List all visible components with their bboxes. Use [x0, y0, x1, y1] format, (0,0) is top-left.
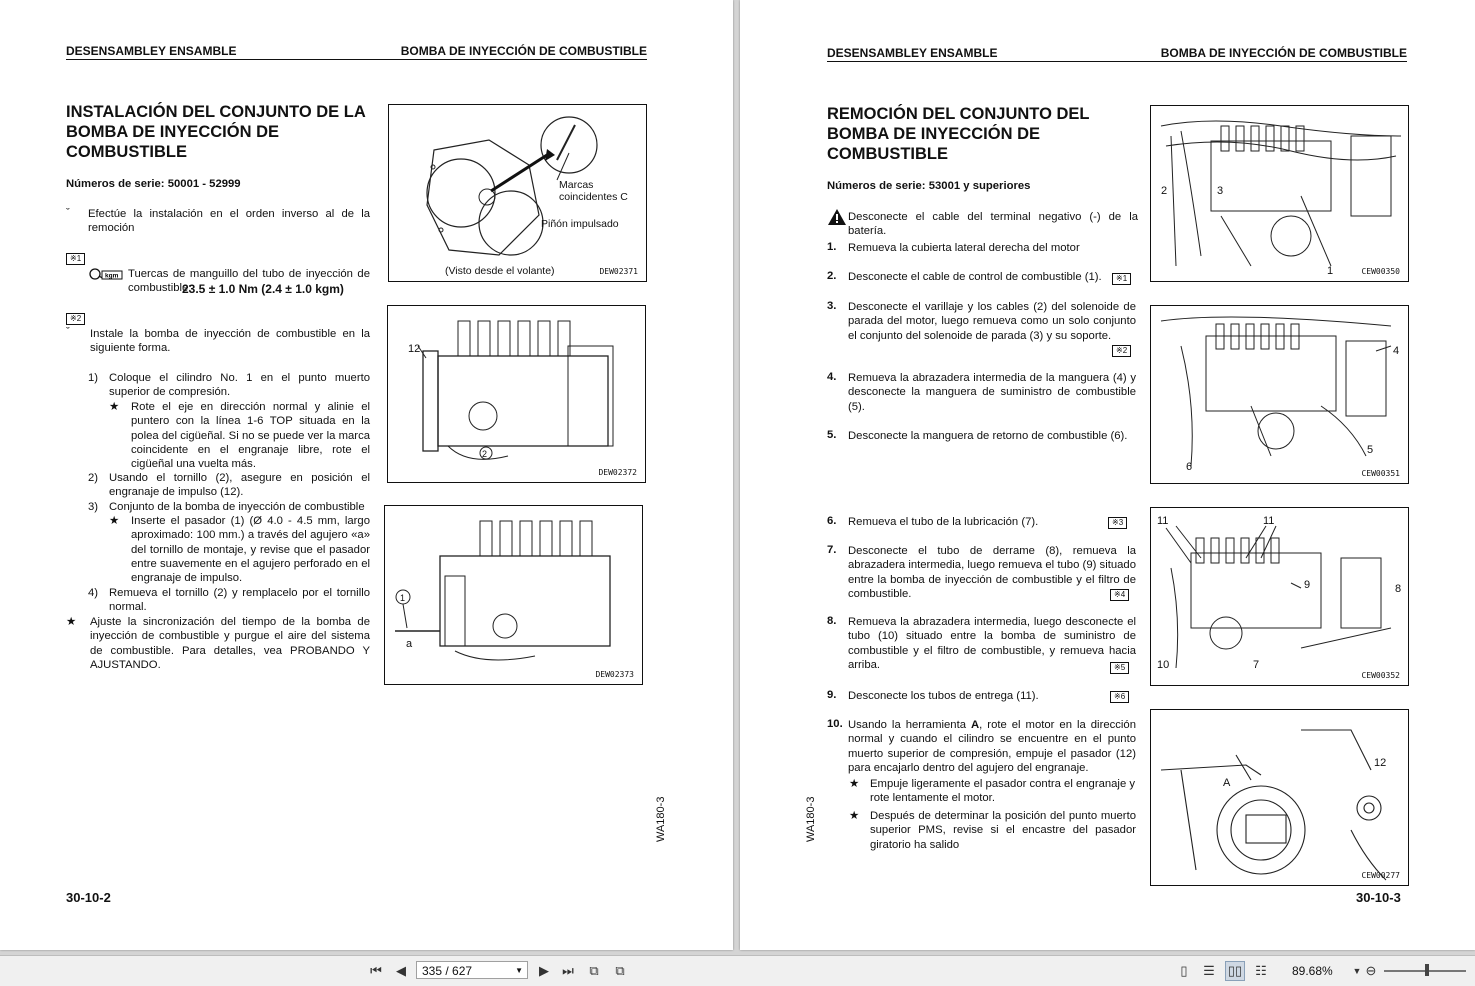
fig-label: A — [1223, 777, 1231, 789]
step-number: 9. — [827, 689, 837, 701]
viewer-toolbar — [0, 955, 1475, 986]
fig-label-a: a — [406, 638, 413, 650]
fig-code: DEW02372 — [598, 468, 637, 477]
fig-label-marks: Marcas coincidentes C — [559, 179, 628, 203]
fig-code: DEW02371 — [599, 267, 638, 276]
figure-engine-3 — [1150, 507, 1409, 686]
step-text: Desconecte la manguera de retorno de combustible (6). — [848, 430, 1128, 442]
fig-label-gear: Piñón impulsado — [541, 218, 619, 230]
fig-code: CEW00277 — [1361, 871, 1400, 880]
step-number: 5. — [827, 429, 837, 441]
step-number: 3. — [827, 300, 837, 312]
serial-line — [66, 177, 241, 191]
step-text: Conjunto de la bomba de inyección de combustible — [109, 501, 365, 513]
fig-label: 12 — [1374, 757, 1387, 769]
fig-label-1: 1 — [400, 593, 406, 603]
step-text: Usando el tornillo (2), asegure en posición el engranaje de impulso (12). — [109, 472, 370, 499]
star-mark: ★ — [849, 778, 860, 790]
step-number: 4) — [88, 587, 99, 599]
fig-label-2: 2 — [482, 449, 488, 459]
install-intro: Instale la bomba de inyección de combustible en la siguiente forma. — [90, 328, 370, 355]
fig-label: 10 — [1157, 659, 1170, 671]
install-mark: ˇ — [66, 326, 70, 338]
fig-label: 9 — [1304, 579, 1311, 591]
step-number: 1) — [88, 372, 99, 384]
ref-badge: ※6 — [1110, 691, 1129, 703]
ref-badge-2: ※2 — [66, 313, 85, 325]
ref-badge: ※3 — [1108, 517, 1127, 529]
ref-badge-1: ※1 — [66, 253, 85, 265]
star-mark: ★ — [849, 810, 860, 822]
step-number: 8. — [827, 615, 837, 627]
extract-icon[interactable]: ⧉ — [615, 963, 625, 978]
header-rule — [827, 61, 1407, 62]
zoom-slider-handle[interactable] — [1425, 964, 1429, 976]
figure-engine-1 — [1150, 105, 1409, 282]
fig-label: 11 — [1263, 515, 1275, 527]
last-page-icon[interactable]: ⏭ — [562, 963, 574, 978]
ref-badge: ※2 — [1112, 345, 1131, 357]
step-text: Remueva la abrazadera intermedia de la manguera (4) y desconecte la manguera de suministro de combustible (5). — [848, 372, 1136, 413]
two-page-continuous-icon[interactable]: ☷ — [1255, 963, 1267, 978]
fig-code: CEW00350 — [1361, 267, 1400, 276]
step-text-b: , rote el motor en la dirección normal y cuando el cilindro se encuentre en el punto muerto superior de compresión, empuje el pasador (12) para encajarlo dentro del agujero del engranaje. — [848, 719, 1136, 774]
serial-value: 50001 - 52999 — [167, 178, 241, 190]
step-number: 1. — [827, 241, 837, 253]
kgm-label: kgm — [105, 272, 119, 280]
step-text — [848, 718, 1136, 775]
ref-badge: ※4 — [1110, 589, 1129, 601]
fig-label: 3 — [1217, 185, 1224, 197]
fig-label: 2 — [1161, 185, 1168, 197]
fig-label: 5 — [1367, 444, 1374, 456]
prev-page-icon[interactable]: ◀ — [396, 963, 406, 978]
step-number: 2. — [827, 270, 837, 282]
star-mark: ★ — [109, 515, 120, 527]
fig-label: 4 — [1393, 345, 1400, 357]
torque-text: Tuercas de manguillo del tubo de inyección de combustible: — [128, 268, 370, 295]
fig-label: 7 — [1253, 659, 1260, 671]
final-note: Ajuste la sincronización del tiempo de la bomba de inyección de combustible y purgue el aire del sistema de combustible. Para detalles, vea PROBANDO Y AJUSTANDO. — [90, 616, 370, 671]
chevron-down-icon[interactable]: ▼ — [515, 966, 523, 975]
side-code: WA180-3 — [805, 796, 817, 842]
step-number: 6. — [827, 515, 837, 527]
zoom-out-icon[interactable]: ⊖ — [1365, 963, 1377, 978]
right-page — [740, 0, 1475, 950]
header-right: BOMBA DE INYECCIÓN DE COMBUSTIBLE — [400, 44, 647, 58]
step-text: Inserte el pasador (1) (Ø 4.0 - 4.5 mm, largo aproximado: 100 mm.) a través del agujero «a» del tornillo de montaje, y revise que el pasador entre suavemente en el agujero perforado en el engranaje de impulso. — [131, 515, 370, 585]
ref-badge: ※5 — [1110, 662, 1129, 674]
fig-caption: (Visto desde el volante) — [445, 265, 555, 277]
next-page-icon[interactable]: ▶ — [539, 963, 549, 978]
fig-label-12: 12 — [408, 343, 421, 355]
page-display: 335 / 627 — [422, 964, 473, 978]
step-text: Remueva el tubo de la lubricación (7). — [848, 516, 1039, 528]
torque-wrench-icon — [88, 267, 122, 281]
left-page — [0, 0, 733, 950]
step-text: Desconecte el cable de control de combustible (1). — [848, 271, 1102, 283]
step-number: 4. — [827, 371, 837, 383]
star-note: Empuje ligeramente el pasador contra el engranaje y rote lentamente el motor. — [870, 778, 1136, 805]
ref-badge: ※1 — [1112, 273, 1131, 285]
two-page-icon[interactable]: ▯▯ — [1225, 961, 1245, 981]
star-mark: ★ — [109, 401, 120, 413]
header-left: DESENSAMBLEY ENSAMBLE — [827, 46, 998, 60]
fig-label: 8 — [1395, 583, 1402, 595]
intro-mark: ˇ — [66, 207, 70, 219]
continuous-icon[interactable]: ☰ — [1203, 963, 1215, 978]
step-number: 2) — [88, 472, 99, 484]
fig-label: 11 — [1157, 515, 1169, 527]
section-title: REMOCIÓN DEL CONJUNTO DEL BOMBA DE INYECCIÓN DE COMBUSTIBLE — [827, 105, 1090, 163]
step-text: Remueva la abrazadera intermedia, luego desconecte el tubo (10) situado entre la bomba de suministro de combustible y el filtro de combustible, y remueva hacia arriba. — [848, 616, 1136, 671]
fig-code: CEW00352 — [1361, 671, 1400, 680]
side-code: WA180-3 — [655, 796, 667, 842]
fig-code: CEW00351 — [1361, 469, 1400, 478]
serial-label: Números de serie: — [66, 178, 165, 190]
figure-engine-2 — [1150, 305, 1409, 484]
page-number: 30-10-3 — [1356, 890, 1401, 905]
step-text: Desconecte los tubos de entrega (11). — [848, 690, 1039, 702]
step-number: 3) — [88, 501, 99, 513]
star-note: Después de determinar la posición del punto muerto superior PMS, revise si el encastre del pasador giratorio ha salido — [870, 810, 1136, 851]
rotate-icon[interactable]: ⧉ — [589, 963, 599, 978]
step-number: 10. — [827, 718, 843, 730]
tool-label: A — [971, 719, 980, 731]
figure-engine-4 — [1150, 709, 1409, 886]
warning-icon — [827, 208, 847, 226]
zoom-menu-icon[interactable]: ▼ — [1352, 966, 1362, 976]
single-page-icon[interactable]: ▯ — [1180, 963, 1188, 978]
serial-line — [827, 179, 1030, 193]
figure-injection-pump — [387, 305, 646, 483]
section-title: INSTALACIÓN DEL CONJUNTO DE LA BOMBA DE INYECCIÓN DE COMBUSTIBLE — [66, 103, 366, 161]
fig-code: DEW02373 — [595, 670, 634, 679]
step-text: Remueva el tornillo (2) y remplacelo por el tornillo normal. — [109, 587, 370, 614]
page-number: 30-10-2 — [66, 890, 111, 905]
intro-text: Efectúe la instalación en el orden inverso al de la remoción — [88, 208, 370, 235]
fig-label: 6 — [1186, 461, 1193, 473]
figure-pump-pin — [384, 505, 643, 685]
first-page-icon[interactable]: ⏮ — [370, 963, 382, 978]
step-text-a: Usando la herramienta — [848, 719, 971, 731]
page-number-input[interactable] — [416, 961, 528, 979]
torque-value: 23.5 ± 1.0 Nm (2.4 ± 1.0 kgm) — [182, 282, 344, 296]
warning-text: Desconecte el cable del terminal negativo (-) de la batería. — [848, 211, 1138, 238]
step-text: Desconecte el varillaje y los cables (2) del solenoide de parada del motor, luego remueva como un solo conjunto el conjunto del solenoide de parada (3) y su soporte. — [848, 301, 1136, 342]
header-right: BOMBA DE INYECCIÓN DE COMBUSTIBLE — [1160, 46, 1407, 60]
figure-gear-alignment — [388, 104, 647, 282]
fig-label: 1 — [1327, 265, 1334, 277]
step-text: Rote el eje en dirección normal y alinie el puntero con la línea 1-6 TOP situada en la polea del cigüeñal. Si no se puede ver la marca coincidente en el engranaje libre, rote el cigüeñal una vuelta más. — [131, 401, 370, 471]
serial-value: 53001 y superiores — [928, 180, 1031, 192]
step-text: Desconecte el tubo de derrame (8), remueva la abrazadera intermedia, luego remueva el tubo (9) situado entre la bomba de inyección de combustible y el filtro de combustible. — [848, 545, 1136, 600]
step-number: 7. — [827, 544, 837, 556]
header-left: DESENSAMBLEY ENSAMBLE — [66, 44, 237, 58]
step-text: Coloque el cilindro No. 1 en el punto muerto superior de compresión. — [109, 372, 370, 399]
serial-label: Números de serie: — [827, 180, 926, 192]
step-text: Remueva la cubierta lateral derecha del motor — [848, 242, 1080, 254]
star-mark: ★ — [66, 616, 77, 628]
header-rule — [66, 59, 647, 60]
zoom-level[interactable]: 89.68% — [1292, 964, 1333, 978]
